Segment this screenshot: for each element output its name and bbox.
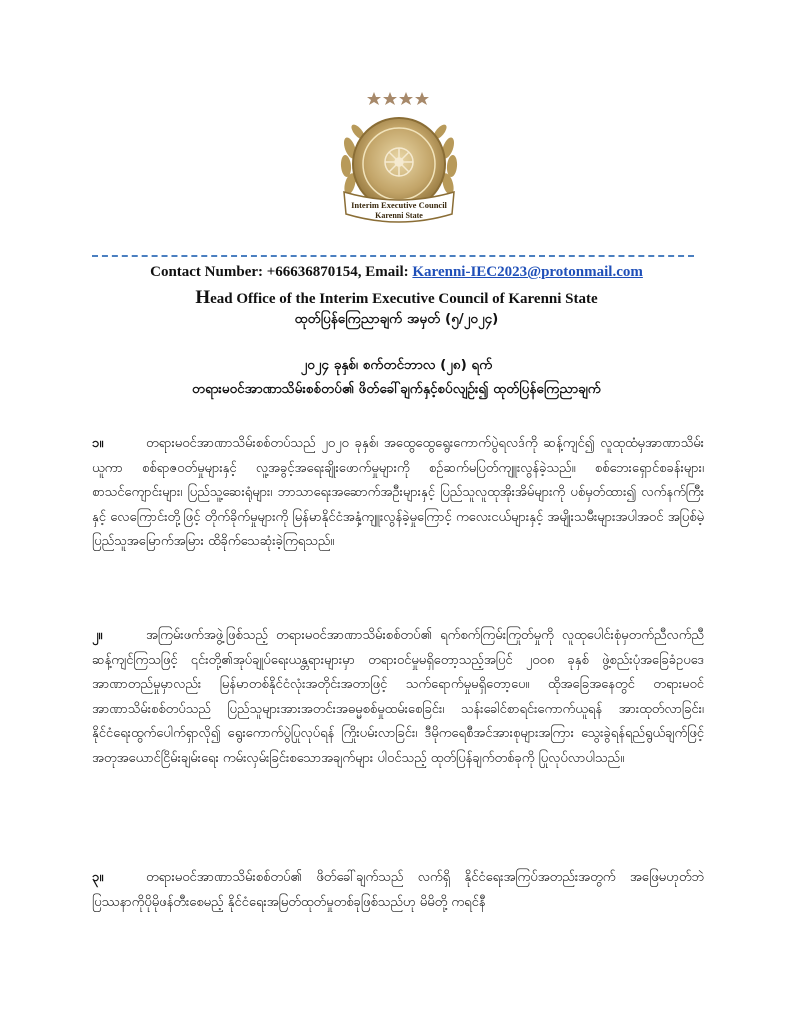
paragraph-text: တရားမဝင်အာဏာသိမ်းစစ်တပ်သည် ၂၀၂၀ ခုနှစ်၊ အထွေထွေရွေးကောက်ပွဲရလဒ်ကို ဆန့်ကျင်၍ လူထုထံမှအာဏာသိမ်းယူကာ စစ်ရာဇဝတ်မှုများနှင့် လူ့အခွင့်အရေးချိုးဖောက်မှုများကို စဉ်ဆက်မပြတ်ကျူးလွန်ခဲ့သည်။ စစ်ဘေးရှောင်စခန်းများ၊ စာသင်ကျောင်းများ၊ ပြည်သူ့ဆေးရုံများ၊ ဘာသာရေးအဆောက်အဦးများနှင့် ပြည်သူလူထုအိုးအိမ်များကို ပစ်မှတ်ထား၍ လက်နက်ကြီးနှင့် လေကြောင်းတို့ဖြင့် တိုက်ခိုက်မှုများကို မြန်မာနိုင်ငံအနှံ့ကျူးလွန်ခဲ့မှုကြောင့် ကလေးငယ်များနှင့် အမျိုးသမီးများအပါအဝင် အပြစ်မဲ့ပြည်သူအမြောက်အမြား ထိခိုက်သေဆုံးခဲ့ကြရသည်။: [92, 436, 704, 549]
contact-number: Contact Number: +66636870154, Email:: [150, 264, 413, 280]
star-icon: [367, 92, 381, 105]
council-emblem-logo: [334, 88, 464, 233]
wheel-icon: [385, 148, 413, 176]
paragraph-text: တရားမဝင်အာဏာသိမ်းစစ်တပ်၏ ဖိတ်ခေါ်ချက်သည် လက်ရှိ နိုင်ငံရေးအကြပ်အတည်းအတွက် အဖြေမဟုတ်ဘဲ ပြဿနာကိုပိုမိုဖန်တီးစေမည့် နိုင်ငံရေးအမြတ်ထုတ်မှုတစ်ခုဖြစ်သည်ဟု မိမိတို့ ကရင်နီ: [92, 870, 704, 910]
star-icon: [415, 92, 429, 105]
contact-line: [0, 264, 793, 281]
paragraph-number: ၃။: [92, 870, 104, 885]
statement-number: ထုတ်ပြန်ကြေညာချက် အမှတ် (၅/၂၀၂၄): [294, 311, 499, 327]
star-icon-row: [367, 92, 429, 105]
paragraph-number: ၁။: [92, 436, 104, 451]
logo-text-line2: Karenni State: [375, 211, 423, 220]
header-divider: [92, 255, 694, 257]
head-office-text: ead Office of the Interim Executive Council of Karenni State: [210, 291, 598, 307]
statement-subtitle: တရားမဝင်အာဏာသိမ်းစစ်တပ်၏ ဖိတ်ခေါ်ချက်နှင့်စပ်လျဉ်း၍ ထုတ်ပြန်ကြေညာချက်: [191, 381, 601, 397]
paragraph-number: ၂။: [92, 628, 103, 643]
statement-date: ၂၀၂၄ ခုနှစ်၊ စက်တင်ဘာလ (၂၈) ရက်: [300, 357, 493, 373]
star-icon: [383, 92, 397, 105]
paragraph-3: [92, 866, 704, 915]
contact-email-link[interactable]: Karenni-IEC2023@protonmail.com: [412, 264, 643, 280]
head-office-initial: H: [195, 287, 211, 308]
logo-text-line1: Interim Executive Council: [351, 200, 447, 210]
paragraph-text: အကြမ်းဖက်အဖွဲ့ဖြစ်သည့် တရားမဝင်အာဏာသိမ်းစစ်တပ်၏ ရက်စက်ကြမ်းကြုတ်မှုကို လူထုပေါင်းစုံမှတက်ညီလက်ညီ ဆန့်ကျင်ကြသဖြင့် ၎င်းတို့၏အုပ်ချုပ်ရေးယန္တရားများမှာ တရားဝင်မှုမရှိတော့သည့်အပြင် ၂၀၀၈ ခုနှစ် ဖွဲ့စည်းပုံအခြေခံဥပဒေ အာဏာတည်မှုမှာလည်း မြန်မာတစ်နိုင်ငံလုံးအတိုင်းအတာဖြင့် သက်ရောက်မှုမရှိတော့ပေ။ ထိုအခြေအနေတွင် တရားမဝင်အာဏာသိမ်းစစ်တပ်သည် ပြည်သူများအားအတင်းအဓမ္မစစ်မှုထမ်းစေခြင်း၊ သန်းခေါင်စာရင်းကောက်ယူရန် အားထုတ်လာခြင်း၊ နိုင်ငံရေးထွက်ပေါက်ရှာလို၍ ရွေးကောက်ပွဲပြုလုပ်ရန် ကြိုးပမ်းလာခြင်း၊ ဒီမိုကရေစီအင်အားစုများအကြား သွေးခွဲရန်ရည်ရွယ်ချက်ဖြင့် အတုအယောင်ငြိမ်းချမ်းရေး ကမ်းလှမ်းခြင်းစသောအချက်များ ပါဝင်သည့် ထုတ်ပြန်ချက်တစ်ခုကို ပြုလုပ်လာပါသည်။: [92, 628, 704, 766]
star-icon: [399, 92, 413, 105]
paragraph-2: [92, 624, 704, 771]
head-office-title: [0, 287, 793, 309]
paragraph-1: [92, 432, 704, 555]
